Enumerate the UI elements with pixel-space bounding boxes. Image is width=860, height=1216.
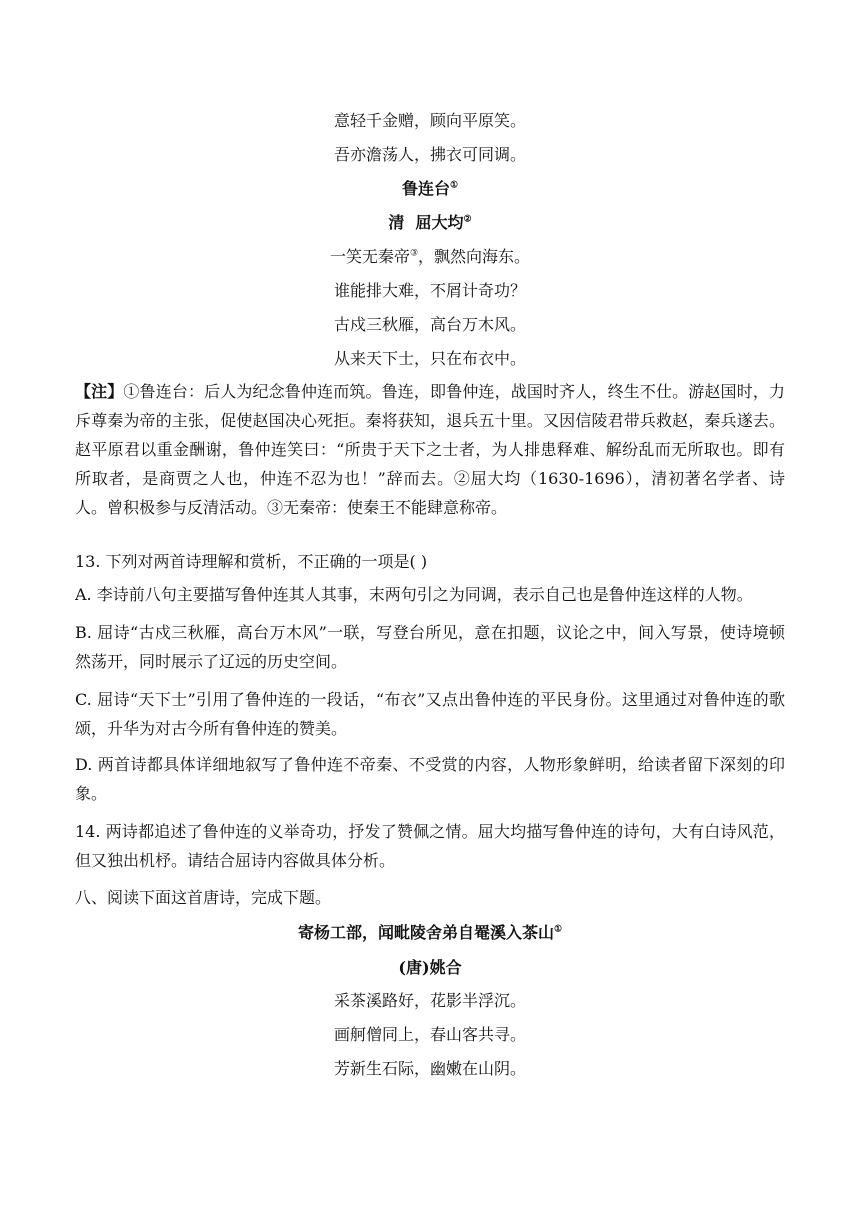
question-14: 14. 两诗都追述了鲁仲连的义举奇功，抒发了赞佩之情。屈大均描写鲁仲连的诗句，大有白诗风范，但又独出机杼。请结合屈诗内容做具体分析。 [75,822,785,870]
poem2-line: 谁能排大难，不屑计奇功？ [333,281,526,300]
poem3-line: 采茶溪路好，花影半浮沉。 [333,991,526,1010]
poem2-note: 【注】①鲁连台：后人为纪念鲁仲连而筑。鲁连，即鲁仲连，战国时齐人，终生不仕。游赵国时，力斥尊秦为帝的主张，促使赵国决心死拒。秦将获知，退兵五十里。又因信陵君带兵救赵，秦兵遂去。赵平原君以重金酬谢，鲁仲连笑曰：“所贵于天下之士者，为人排患释难、解纷乱而无所取也。即有所取者，是商贾之人也，仲连不忍为也！”辞而去。②屈大均（1630-1696），清初著名学者、诗人。曾积极参与反清活动。③无秦帝：使秦王不能肆意称帝。 [75,382,785,517]
poem2-line: 从来天下士，只在布衣中。 [333,349,526,368]
poem2-line: 古戍三秋雁，高台万木风。 [333,315,526,334]
poem3-line: 画舸僧同上，春山客共寻。 [333,1025,526,1044]
poem2-title: 鲁连台① [401,179,459,198]
question-13-option-a: A. 李诗前八句主要描写鲁仲连其人其事，末两句引之为同调，表示自己也是鲁仲连这样的人物。 [75,585,753,604]
poem3-line: 芳新生石际，幽嫩在山阴。 [333,1059,526,1078]
question-13-stem: 13. 下列对两首诗理解和赏析，不正确的一项是( ) [75,552,428,571]
question-13-option-b: B. 屈诗“古戍三秋雁，高台万木风”一联，写登台所见，意在扣题，议论之中，间入写景，使诗境顿然荡开，同时展示了辽远的历史空间。 [75,623,785,671]
question-13-option-c: C. 屈诗“天下士”引用了鲁仲连的一段话，“布衣”又点出鲁仲连的平民身份。这里通过对鲁仲连的歌颂，升华为对古今所有鲁仲连的赞美。 [75,690,785,738]
note-label: 【注】 [75,382,124,401]
question-13-option-d: D. 两首诗都具体详细地叙写了鲁仲连不帝秦、不受赏的内容，人物形象鲜明，给读者留下深刻的印象。 [75,755,785,803]
poem1-line: 意轻千金赠，顾向平原笑。 [333,111,526,130]
poem2-author: 清 屈大均② [388,213,472,232]
section-8-heading: 八、阅读下面这首唐诗，完成下题。 [75,888,332,907]
poem3-author: (唐)姚合 [398,958,462,977]
poem3-title: 寄杨工部，闻毗陵舍弟自罨溪入茶山① [297,923,563,942]
poem2-line: 一笑无秦帝③，飘然向海东。 [329,247,531,266]
poem1-line: 吾亦澹荡人，拂衣可同调。 [333,145,526,164]
